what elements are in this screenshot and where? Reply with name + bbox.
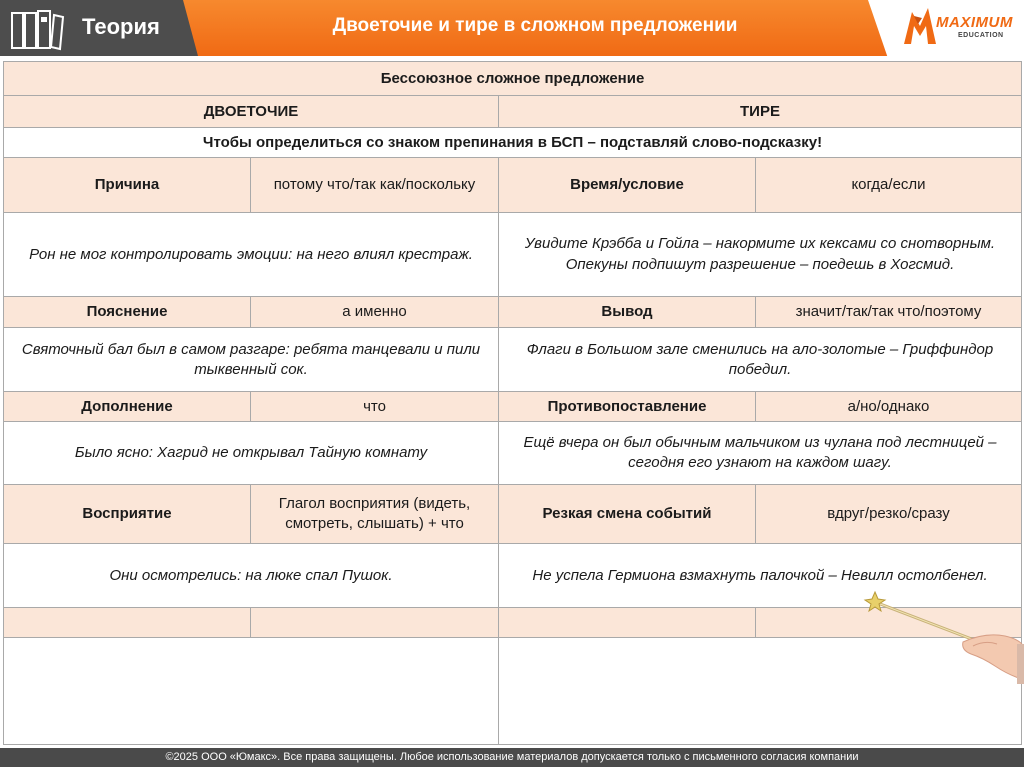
footer: ©2025 ООО «Юмакс». Все права защищены. Любое использование материалов допускается только с письменного согласия компании — [0, 748, 1024, 767]
empty-cell — [4, 608, 251, 638]
empty-cell — [251, 608, 499, 638]
empty-cell — [4, 638, 499, 745]
logo — [900, 4, 1018, 52]
logo-word: MAXIMUM — [936, 14, 1013, 31]
label-perception: Восприятие — [4, 485, 251, 544]
example-addition: Было ясно: Хагрид не открывал Тайную комнату — [4, 422, 499, 485]
hint-conclusion: значит/так/так что/поэтому — [756, 297, 1022, 328]
label-cause: Причина — [4, 158, 251, 213]
section-title: Теория — [82, 14, 160, 39]
header — [0, 0, 1024, 58]
hint-contrast: а/но/однако — [756, 392, 1022, 422]
example-explanation: Святочный бал был в самом разгаре: ребята танцевали и пили тыквенный сок. — [4, 328, 499, 392]
label-contrast: Противопоставление — [499, 392, 756, 422]
hint-perception: Глагол восприятия (видеть, смотреть, слышать) + что — [251, 485, 499, 544]
label-sudden-change: Резкая смена событий — [499, 485, 756, 544]
books-icon — [10, 9, 68, 51]
example-conclusion: Флаги в Большом зале сменились на ало-золотые – Гриффиндор победил. — [499, 328, 1022, 392]
page-title: Двоеточие и тире в сложном предложении — [332, 15, 738, 36]
hint-addition: что — [251, 392, 499, 422]
label-conclusion: Вывод — [499, 297, 756, 328]
label-explanation: Пояснение — [4, 297, 251, 328]
hint-cause: потому что/так как/поскольку — [251, 158, 499, 213]
label-addition: Дополнение — [4, 392, 251, 422]
example-time-condition-1: Увидите Крэбба и Гойла – накормите их кексами со снотворным. — [524, 234, 996, 252]
example-time-condition-2: Опекуны подпишут разрешение – поедешь в Хогсмид. — [565, 255, 955, 273]
table-caption: Бессоюзное сложное предложение — [4, 62, 1022, 96]
example-cause: Рон не мог контролировать эмоции: на него влиял крестраж. — [4, 213, 499, 297]
hint-row: Чтобы определиться со знаком препинания в БСП – подставляй слово-подсказку! — [4, 128, 1022, 158]
example-time-condition — [499, 213, 1022, 297]
column-header-dash: ТИРЕ — [499, 96, 1022, 128]
hint-time-condition: когда/если — [756, 158, 1022, 213]
example-contrast: Ещё вчера он был обычным мальчиком из чулана под лестницей – сегодня его узнают на каждом шагу. — [499, 422, 1022, 485]
column-header-colon: ДВОЕТОЧИЕ — [4, 96, 499, 128]
example-perception: Они осмотрелись: на люке спал Пушок. — [4, 544, 499, 608]
logo-sub: EDUCATION — [958, 32, 1004, 39]
logo-icon — [900, 4, 940, 50]
magic-wand-icon — [845, 580, 1024, 700]
label-time-condition: Время/условие — [499, 158, 756, 213]
hint-sudden-change: вдруг/резко/сразу — [756, 485, 1022, 544]
empty-cell — [499, 608, 756, 638]
hint-explanation: а именно — [251, 297, 499, 328]
example-sudden-change: Не успела Гермиона взмахнуть палочкой – Невилл остолбенел. — [499, 544, 1022, 608]
